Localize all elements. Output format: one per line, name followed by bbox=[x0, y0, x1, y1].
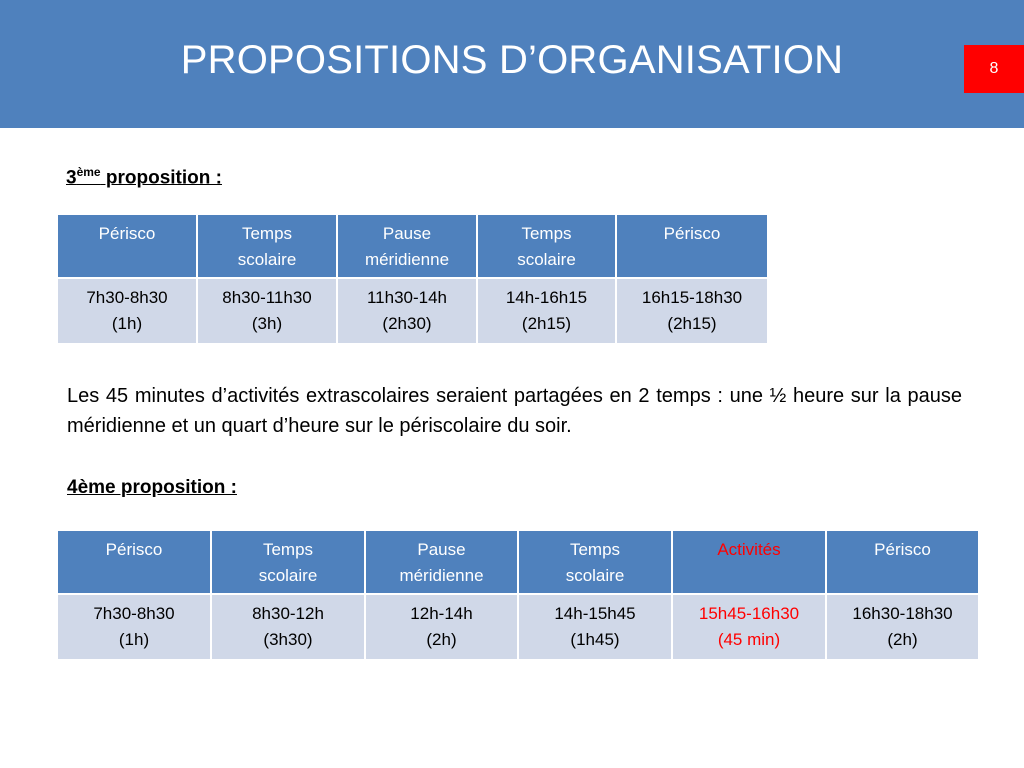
table-cell: 14h-16h15 (2h15) bbox=[477, 278, 616, 344]
table-header-cell-activities: Activités bbox=[672, 530, 826, 594]
table-header-cell: Temps scolaire bbox=[211, 530, 365, 594]
table-row bbox=[57, 278, 768, 344]
table-header-cell: Temps scolaire bbox=[197, 214, 337, 278]
table-header-row bbox=[57, 530, 979, 594]
slide-title: PROPOSITIONS D’ORGANISATION bbox=[180, 38, 844, 82]
table-header-cell: Périsco bbox=[57, 530, 211, 594]
table-header-cell: Pause méridienne bbox=[337, 214, 477, 278]
table-header-cell: Périsco bbox=[616, 214, 768, 278]
table-row bbox=[57, 594, 979, 660]
proposition-3-heading-number: 3 bbox=[66, 167, 77, 189]
table-header-cell: Périsco bbox=[57, 214, 197, 278]
proposition-3-table bbox=[56, 213, 769, 345]
table-cell: 12h-14h (2h) bbox=[365, 594, 518, 660]
table-cell-activities: 15h45-16h30 (45 min) bbox=[672, 594, 826, 660]
table-cell: 11h30-14h (2h30) bbox=[337, 278, 477, 344]
table-cell: 8h30-11h30 (3h) bbox=[197, 278, 337, 344]
table-header-row bbox=[57, 214, 768, 278]
explanation-paragraph: Les 45 minutes d’activités extrascolaires seraient partagées en 2 temps : une ½ heure sur la pause méridienne et un quart d’heure sur le périscolaire du soir. bbox=[67, 385, 962, 437]
table-cell: 8h30-12h (3h30) bbox=[211, 594, 365, 660]
table-header-cell: Temps scolaire bbox=[477, 214, 616, 278]
table-header-cell: Temps scolaire bbox=[518, 530, 672, 594]
proposition-3-heading-superscript: ème bbox=[76, 165, 101, 179]
page-number-badge: 8 bbox=[964, 45, 1024, 93]
table-cell: 7h30-8h30 (1h) bbox=[57, 594, 211, 660]
table-cell: 16h15-18h30 (2h15) bbox=[616, 278, 768, 344]
slide-header-bar bbox=[0, 0, 1024, 128]
proposition-4-heading: 4ème proposition : bbox=[67, 477, 237, 498]
table-header-cell: Pause méridienne bbox=[365, 530, 518, 594]
proposition-4-table bbox=[56, 529, 980, 661]
table-header-cell: Périsco bbox=[826, 530, 979, 594]
proposition-3-heading-text: proposition : bbox=[100, 167, 222, 189]
table-cell: 7h30-8h30 (1h) bbox=[57, 278, 197, 344]
proposition-3-heading bbox=[66, 165, 222, 189]
table-cell: 16h30-18h30 (2h) bbox=[826, 594, 979, 660]
table-cell: 14h-15h45 (1h45) bbox=[518, 594, 672, 660]
